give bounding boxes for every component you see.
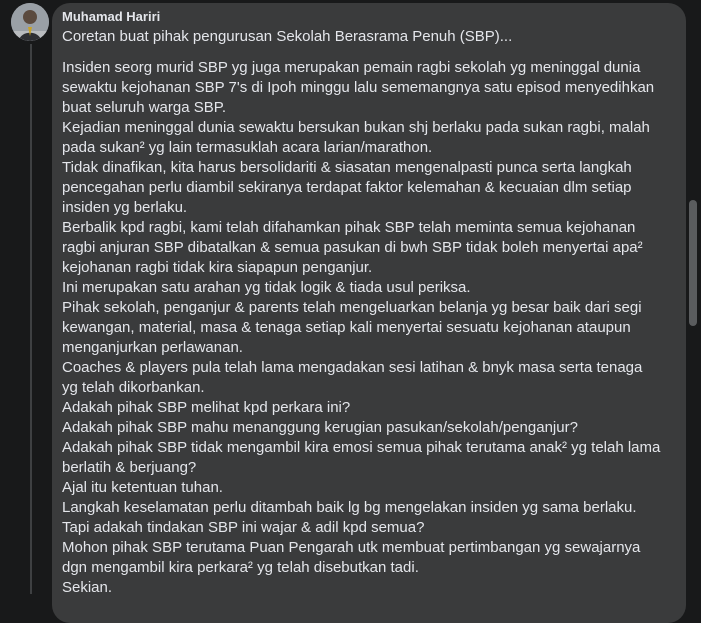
comment-bubble	[52, 3, 686, 623]
comment-line: Coaches & players pula telah lama mengadakan sesi latihan & bnyk masa serta tenaga yg telah dikorbankan.	[62, 359, 643, 396]
user-avatar-icon	[11, 3, 49, 41]
comment-line: Ini merupakan satu arahan yg tidak logik & tiada usul periksa.	[62, 279, 471, 296]
comment-line: Tidak dinafikan, kita harus bersolidariti & siasatan mengenalpasti punca serta langkah pencegahan perlu diambil sekiranya terdapat faktor kelemahan & kecuaian dlm setiap insiden yg berlaku.	[62, 159, 632, 216]
comment-line: Pihak sekolah, penganjur & parents telah mengeluarkan belanja yg besar baik dari segi kewangan, material, masa & tenaga setiap kali menyertai sesuatu kejohanan ataupun menganjurkan perlawanan.	[62, 299, 642, 356]
scrollbar-thumb[interactable]	[689, 200, 697, 326]
comment-first-line: Coretan buat pihak pengurusan Sekolah Berasrama Penuh (SBP)...	[62, 28, 513, 45]
comment-author[interactable]: Muhamad Hariri	[62, 9, 161, 24]
comment-line: Berbalik kpd ragbi, kami telah difahamkan pihak SBP telah meminta semua kejohanan ragbi anjuran SBP dibatalkan & semua pasukan di bwh SBP tidak boleh menyertai apa² kejohanan ragbi tidak kira siapapun penganjur.	[62, 219, 643, 276]
comment-line: Kejadian meninggal dunia sewaktu bersukan bukan shj berlaku pada sukan ragbi, malah pada sukan² yg lain termasuklah acara larian/marathon.	[62, 119, 650, 156]
scrollbar[interactable]	[686, 0, 701, 594]
comment-line: Adakah pihak SBP melihat kpd perkara ini?	[62, 399, 351, 416]
comment-line: Mohon pihak SBP terutama Puan Pengarah utk membuat pertimbangan yg sewajarnya dgn mengambil kira perkara² yg telah disebutkan tadi.	[62, 539, 641, 576]
comment-line: Insiden seorg murid SBP yg juga merupakan pemain ragbi sekolah yg meninggal dunia sewaktu kejohanan SBP 7's di Ipoh minggu lalu sememangnya satu episod menyedihkan buat seluruh warga SBP.	[62, 59, 655, 116]
comment-line: Adakah pihak SBP mahu menanggung kerugian pasukan/sekolah/penganjur?	[62, 419, 578, 436]
comment-line: Tapi adakah tindakan SBP ini wajar & adil kpd semua?	[62, 519, 425, 536]
avatar[interactable]	[11, 3, 49, 41]
thread-line	[30, 44, 32, 594]
comment-line: Sekian.	[62, 579, 113, 596]
comment-line: Langkah keselamatan perlu ditambah baik lg bg mengelakan insiden yg sama berlaku.	[62, 499, 637, 516]
comment-text	[62, 27, 662, 598]
comment-line: Ajal itu ketentuan tuhan.	[62, 479, 223, 496]
comment-line: Adakah pihak SBP tidak mengambil kira emosi semua pihak terutama anak² yg telah lama berlatih & berjuang?	[62, 439, 661, 476]
